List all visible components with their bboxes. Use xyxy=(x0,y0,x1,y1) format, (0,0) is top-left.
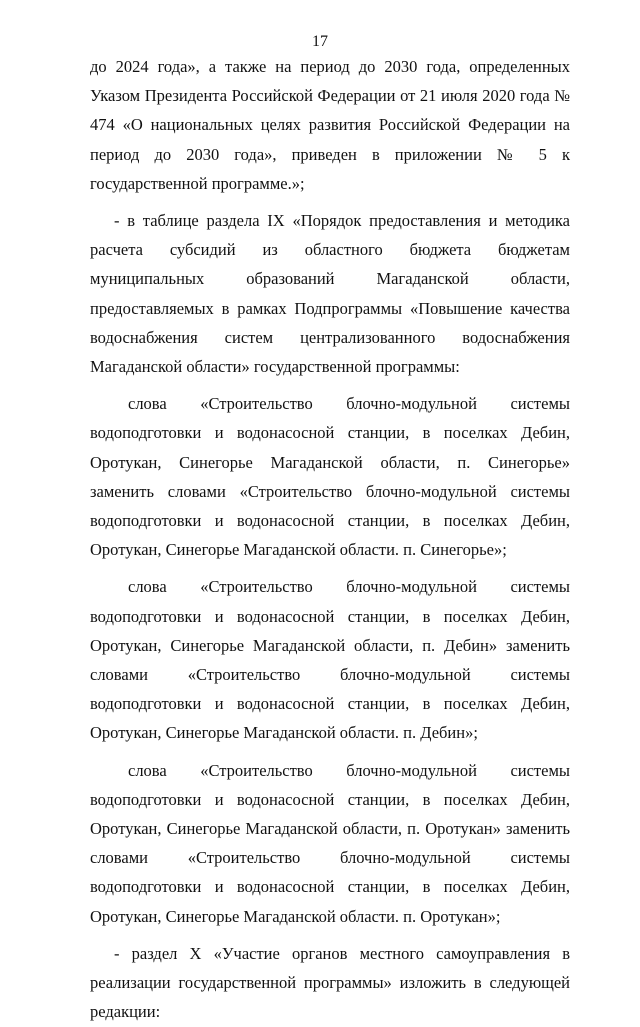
paragraph-replace-orotukan: слова «Строительство блочно-модульной системы водоподготовки и водонасосной станции, в поселках Дебин, Оротукан, Синегорье Магаданской области, п. Оротукан» заменить словами «Строительство блочно-модульной системы водоподготовки и водонасосной станции, в поселках Дебин, Оротукан, Синегорье Магаданской области. п. Оротукан»; xyxy=(90,760,570,926)
paragraph-replace-sinegorye: слова «Строительство блочно-модульной системы водоподготовки и водонасосной станции, в поселках Дебин, Оротукан, Синегорье Магаданской области, п. Синегорье» заменить словами «Строительство блочно-модульной системы водоподготовки и водонасосной станции, в поселках Дебин, Оротукан, Синегорье Магаданской области. п. Синегорье»; xyxy=(90,394,570,560)
page-number: 17 xyxy=(312,33,328,50)
paragraph-table-section-ix: - в таблице раздела IX «Порядок предоставления и методика расчета субсидий из областного бюджета бюджетам муниципальных образований Магаданской области, предоставляемых в рамках Подпрограммы «Повышение качества водоснабжения систем централизованного водоснабжения Магаданской области» государственной программы: xyxy=(90,211,570,377)
document-body xyxy=(90,52,570,1027)
paragraph-continuation: до 2024 года», а также на период до 2030 года, определенных Указом Президента Российской Федерации от 21 июля 2020 года № 474 «О национальных целях развития Российской Федерации на период до 2030 года», приведен в приложении № 5 к государственной программе.»; xyxy=(90,57,570,193)
paragraph-replace-debin: слова «Строительство блочно-модульной системы водоподготовки и водонасосной станции, в поселках Дебин, Оротукан, Синегорье Магаданской области, п. Дебин» заменить словами «Строительство блочно-модульной системы водоподготовки и водонасосной станции, в поселках Дебин, Оротукан, Синегорье Магаданской области. п. Дебин»; xyxy=(90,577,570,743)
paragraph-section-x: - раздел X «Участие органов местного самоуправления в реализации государственной программы» изложить в следующей редакции: xyxy=(90,943,570,1022)
